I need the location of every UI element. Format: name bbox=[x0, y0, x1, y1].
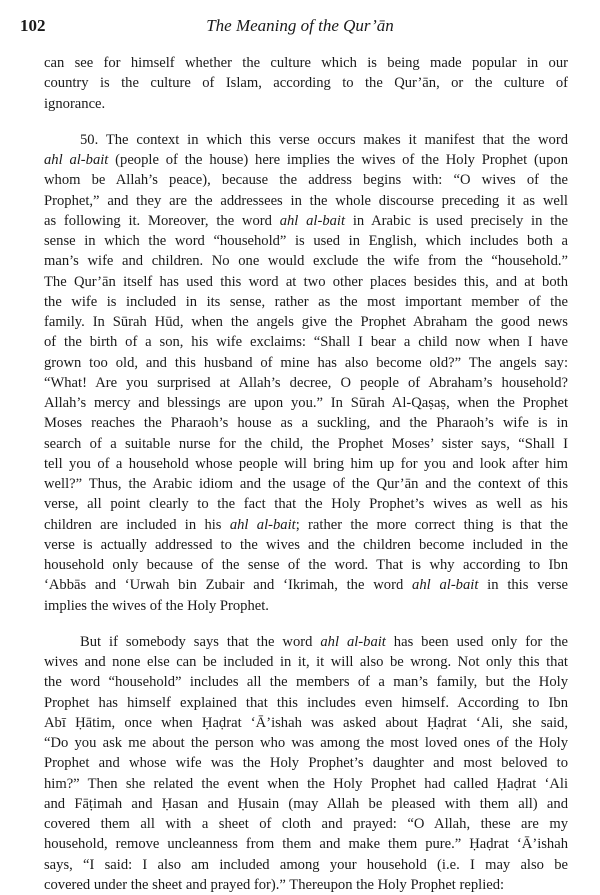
text-line: wives and none else can be included in it, it will also be wrong. Not only this that bbox=[44, 654, 568, 670]
text-line: verse, all point clearly to the fact that the Holy Prophet’s wives as well as his bbox=[44, 496, 568, 513]
text-line: and Fāṭimah and Ḥasan and Ḥusain (may Allah be pleased with them all) and bbox=[44, 795, 568, 812]
text-line: of the birth of a son, his wife exclaims: “Shall I bear a child now when I have bbox=[44, 334, 568, 351]
text-line: covered under the sheet and prayed for).” Thereupon the Holy Prophet replied: bbox=[44, 876, 505, 893]
text-line: can see for himself whether the culture which is being made popular in our bbox=[44, 55, 568, 71]
text-line: Prophet has himself explained that this includes even himself. According to Ibn bbox=[44, 694, 568, 711]
arabic-term: ahl al-bait bbox=[412, 577, 479, 594]
arabic-term: ahl al-bait bbox=[320, 633, 386, 650]
text-line: as following it. Moreover, the word ahl al-bait in Arabic is used precisely in the bbox=[44, 212, 569, 229]
arabic-term: ahl al-bait bbox=[279, 212, 346, 229]
text-line: household, remove uncleanness from them and make them pure.” Ḥaḍrat ‘Ā’ishah bbox=[44, 836, 568, 853]
text-line: “What! Are you surprised at Allah’s decree, O people of Abraham’s household? bbox=[44, 374, 568, 391]
text-line: But if somebody says that the word ahl al-bait has been used only for the bbox=[80, 633, 568, 650]
text-line: ignorance. bbox=[44, 95, 106, 112]
text-line: says, “I said: I also am included among your household (i.e. I may also be bbox=[44, 856, 568, 873]
text-line: sense in which the word “household” is used in English, which includes both a bbox=[44, 233, 568, 249]
text-line: verse is actually addressed to the wives and the children become included in the bbox=[44, 536, 568, 553]
text-line: ‘Abbās and ‘Urwah bin Zubair and ‘Ikrimah, the word ahl al-bait in this verse bbox=[44, 577, 568, 594]
arabic-term: ahl al-bait bbox=[229, 516, 296, 533]
paragraph-3 bbox=[44, 632, 568, 895]
text-line: children are included in his ahl al-bait; rather the more correct thing is that the bbox=[44, 516, 568, 533]
arabic-term: ahl al-bait bbox=[44, 152, 109, 168]
text-line: country is the culture of Islam, according to the Qur’ān, or the culture of bbox=[44, 75, 568, 92]
text-line: Prophet and whose wife was the Holy Prophet’s daughter and most beloved to bbox=[44, 755, 568, 772]
text-line: him?” Then she related the event when the Holy Prophet had called Ḥaḍrat ‘Ali bbox=[44, 775, 568, 792]
text-line: grown too old, and this husband of mine has also become old?” The angels say: bbox=[44, 354, 568, 371]
text-line: Prophet,” and they are the addressees in the whole discourse preceding it as well bbox=[44, 192, 568, 209]
text-line: whom be Allah’s peace), because the address begins with: “O wives of the bbox=[44, 172, 568, 189]
text-line: the word “household” includes all the members of a man’s family, but the Holy bbox=[44, 674, 568, 691]
text-line: search of a suitable nurse for the child, the Prophet Moses’ sister says, “Shall I bbox=[44, 435, 568, 452]
text-line: well?” Thus, the Arabic idiom and the usage of the Qur’ān and the context of this bbox=[44, 476, 568, 492]
page-header bbox=[16, 12, 584, 40]
paragraph-1 bbox=[44, 53, 568, 114]
running-title: The Meaning of the Qur’ān bbox=[206, 16, 394, 35]
page-number: 102 bbox=[20, 16, 46, 35]
text-line: implies the wives of the Holy Prophet. bbox=[44, 597, 269, 614]
text-line: the wife is included in its sense, rather as the most important member of the bbox=[44, 293, 568, 310]
text-line: covered them all with a sheet of cloth and prayed: “O Allah, these are my bbox=[44, 816, 568, 832]
text-line: family. In Sūrah Hūd, when the angels give the Prophet Abraham the good news bbox=[44, 314, 568, 330]
text-line: “Do you ask me about the person who was among the most loved ones of the Holy bbox=[44, 735, 568, 751]
text-line: household only because of the sense of the word. That is why according to Ibn bbox=[44, 557, 568, 573]
text-line: The Qur’ān itself has used this word at two other places besides this, and at both bbox=[44, 273, 568, 290]
text-line: man’s wife and children. No one would exclude the wife from the “household.” bbox=[44, 253, 568, 270]
text-line: Abī Ḥātim, once when Ḥaḍrat ‘Ā’ishah was asked about Ḥaḍrat ‘Ali, she said, bbox=[44, 714, 568, 731]
text-line: tell you of a household whose people will bring him up for you and look after him bbox=[44, 455, 568, 472]
text-line: Moses reaches the Pharaoh’s house as a suckling, and the Pharaoh’s wife is in bbox=[44, 415, 568, 432]
paragraph-2-note-50 bbox=[44, 130, 568, 616]
body-text bbox=[44, 53, 568, 895]
text-line: 50. The context in which this verse occurs makes it manifest that the word bbox=[80, 131, 568, 148]
text-line: Allah’s mercy and blessings are upon you.” In Sūrah Al-Qaṣaṣ, when the Prophet bbox=[44, 395, 568, 411]
text-line: ahl al-bait (people of the house) here implies the wives of the Holy Prophet (upon bbox=[44, 152, 568, 168]
